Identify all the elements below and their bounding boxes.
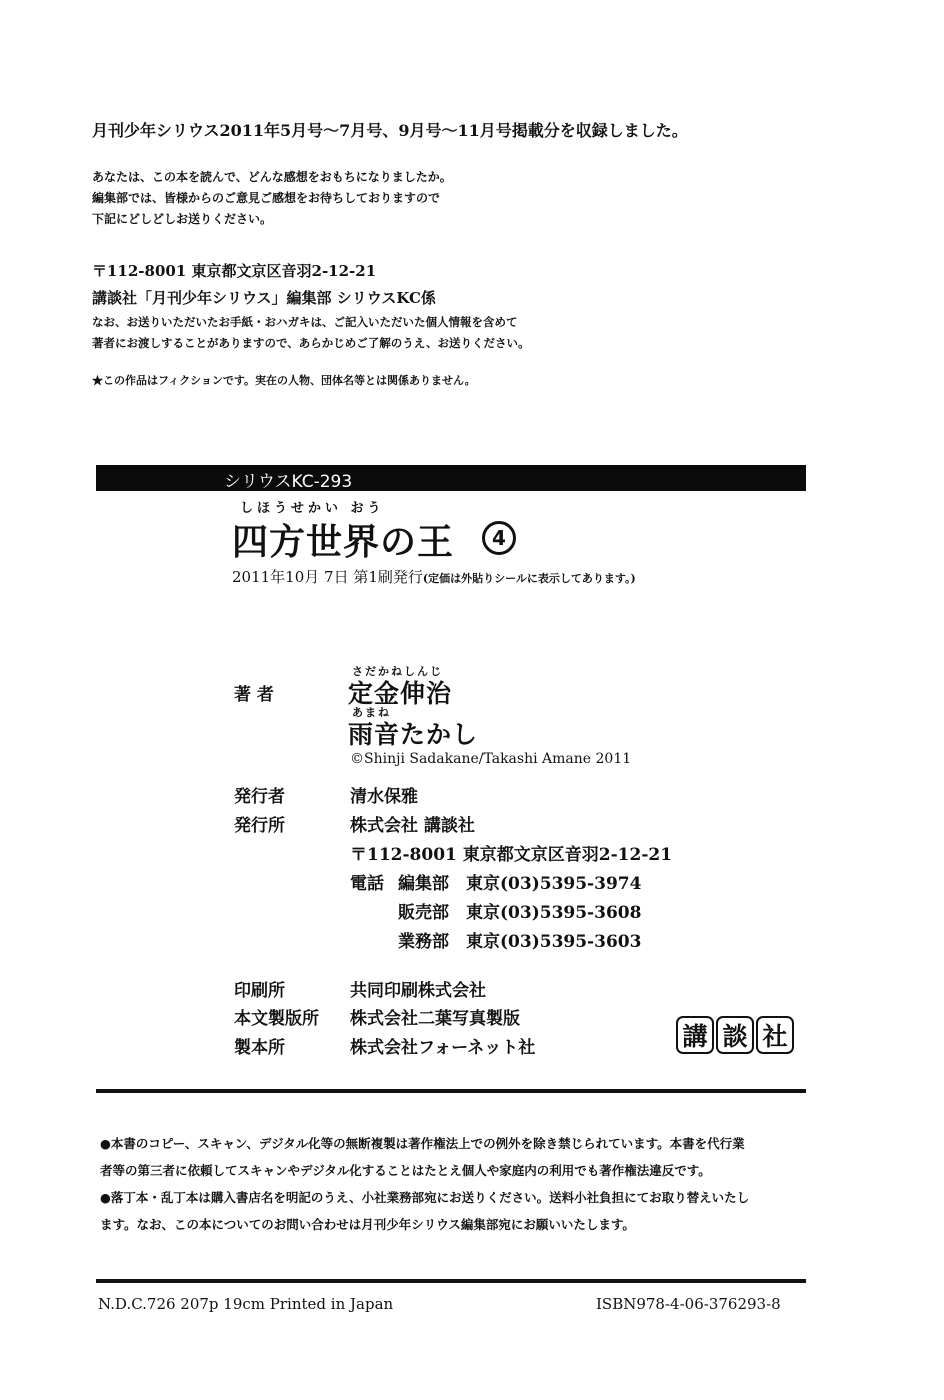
phone-label: 電話: [350, 874, 384, 894]
publisher-stamp: [676, 1016, 794, 1054]
phone-number: 東京(03)5395-3603: [466, 932, 642, 952]
privacy-note: 著者にお渡しすることがありますので、あらかじめご了解のうえ、お送りください。: [92, 336, 530, 350]
publisher-person: 清水保雅: [350, 787, 418, 807]
phone-dept: 販売部: [398, 903, 449, 923]
divider-rule: [96, 1279, 806, 1283]
series-bar: [96, 465, 806, 491]
editorial-department: 講談社「月刊少年シリウス」編集部 シリウスKC係: [92, 289, 436, 307]
stamp-char: 講: [676, 1016, 714, 1054]
defect-notice: ●落丁本・乱丁本は購入書店名を明記のうえ、小社業務部宛にお送りください。送料小社負担にてお取り替えいたし: [100, 1190, 750, 1205]
typesetter-label: 本文製版所: [234, 1009, 319, 1029]
editorial-address: 〒112-8001 東京都文京区音羽2-12-21: [92, 262, 377, 280]
publish-date-text: 2011年10月 7日 第1刷発行: [232, 568, 423, 586]
author-label: 著 者: [234, 685, 274, 705]
stamp-char: 談: [716, 1016, 754, 1054]
author2-name: 雨音たかし: [348, 720, 479, 749]
phone-dept: 編集部: [398, 874, 449, 894]
author2-ruby: あまね: [352, 706, 391, 719]
divider-rule: [96, 1089, 806, 1093]
typesetter-name: 株式会社二葉写真製版: [350, 1009, 520, 1029]
title-ruby: しほうせかい おう: [240, 501, 385, 516]
publisher-person-label: 発行者: [234, 787, 285, 807]
isbn: ISBN978-4-06-376293-8: [596, 1295, 781, 1313]
fiction-note: ★この作品はフィクションです。実在の人物、団体名等とは関係ありません。: [92, 374, 476, 387]
series-label: シリウスKC-293: [224, 472, 353, 492]
copy-notice: 者等の第三者に依頼してスキャンやデジタル化することはたとえ個人や家庭内の利用でも著作権法違反です。: [100, 1163, 711, 1178]
binder-name: 株式会社フォーネット社: [350, 1038, 536, 1058]
printer-label: 印刷所: [234, 981, 285, 1001]
feedback-line: 下記にどしどしお送りください。: [92, 212, 273, 226]
author1-ruby: さだかねしんじ: [352, 665, 443, 678]
publish-date: [232, 566, 636, 587]
copy-notice: ●本書のコピー、スキャン、デジタル化等の無断複製は著作権法上での例外を除き禁じられています。本書を代行業: [100, 1136, 745, 1151]
publisher-address: 〒112-8001 東京都文京区音羽2-12-21: [350, 845, 673, 865]
phone-dept: 業務部: [398, 932, 449, 952]
author1-name: 定金伸治: [348, 679, 453, 708]
phone-number: 東京(03)5395-3974: [466, 874, 642, 894]
copyright: ©Shinji Sadakane/Takashi Amane 2011: [350, 751, 632, 767]
feedback-line: あなたは、この本を読んで、どんな感想をおもちになりましたか。: [92, 170, 452, 184]
publisher-name: 株式会社 講談社: [350, 816, 475, 836]
ndc-info: N.D.C.726 207p 19cm Printed in Japan: [98, 1295, 394, 1313]
price-note: (定価は外貼りシールに表示してあります。): [422, 572, 636, 585]
stamp-char: 社: [756, 1016, 794, 1054]
printer-name: 共同印刷株式会社: [350, 981, 486, 1001]
defect-notice: ます。なお、この本についてのお問い合わせは月刊少年シリウス編集部宛にお願いいたします。: [100, 1217, 635, 1232]
volume-badge: 4: [482, 521, 516, 555]
privacy-note: なお、お送りいただいたお手紙・おハガキは、ご記入いただいた個人情報を含めて: [92, 315, 518, 329]
recording-note: 月刊少年シリウス2011年5月号〜7月号、9月号〜11月号掲載分を収録しました。: [92, 121, 688, 140]
publisher-label: 発行所: [234, 816, 285, 836]
binder-label: 製本所: [234, 1038, 285, 1058]
feedback-line: 編集部では、皆様からのご意見ご感想をお待ちしておりますので: [92, 191, 441, 205]
phone-number: 東京(03)5395-3608: [466, 903, 642, 923]
book-title: 四方世界の王: [232, 521, 455, 563]
